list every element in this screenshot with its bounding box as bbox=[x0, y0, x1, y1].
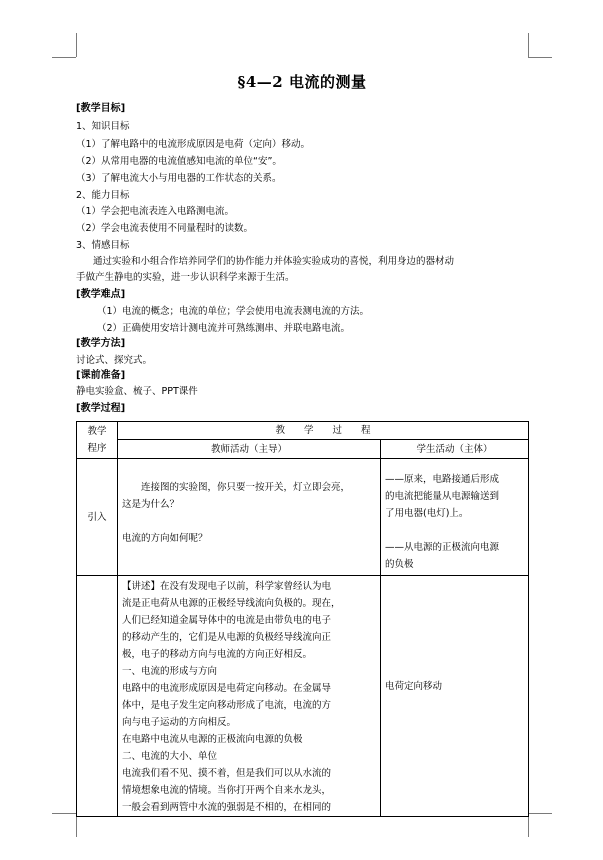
goal-emotion: 3、情感目标 bbox=[76, 240, 130, 251]
teacher-cell-intro bbox=[118, 459, 381, 576]
teacher-cell-main bbox=[118, 576, 381, 817]
goal-ability-item: （2）学会电流表使用不同量程时的读数。 bbox=[76, 223, 254, 234]
page-title: §4—2 电流的测量 bbox=[237, 73, 367, 91]
goal-knowledge-item: （3）了解电流大小与用电器的工作状态的关系。 bbox=[76, 173, 282, 184]
teacher-text: 体中，是电子发生定向移动形成了电流，电流的方 bbox=[122, 700, 332, 711]
student-text: 了用电器(电灯)上。 bbox=[385, 508, 469, 519]
difficulty-item: （2）正确使用安培计测电流并可熟练测串、并联电路电流。 bbox=[97, 323, 351, 334]
goal-ability-item: （1）学会把电流表连入电路测电流。 bbox=[76, 206, 235, 217]
student-cell-intro bbox=[381, 459, 529, 576]
student-text: 电荷定向移动 bbox=[385, 681, 443, 692]
teacher-text: 电流我们看不见、摸不着，但是我们可以从水流的 bbox=[122, 768, 332, 779]
student-text: 的负极 bbox=[385, 559, 414, 570]
goal-emotion-text: 通过实验和小组合作培养同学们的协作能力并体验实验成功的喜悦，利用身边的器材动 bbox=[93, 256, 455, 267]
crop-mark-tl-h bbox=[52, 57, 76, 58]
prep-text: 静电实验盒、梳子、PPT课件 bbox=[76, 386, 198, 397]
stage-cell-intro: 引入 bbox=[77, 459, 118, 576]
teacher-text: 人们已经知道金属导体中的电流是由带负电的电子 bbox=[122, 615, 332, 626]
teacher-text: 电流的方向如何呢？ bbox=[122, 533, 208, 544]
teacher-text: 一、电流的形成与方向 bbox=[122, 666, 218, 677]
teacher-text: 极，电子的移动方向与电流的方向正好相反。 bbox=[122, 649, 313, 660]
crop-mark-bl-h bbox=[52, 813, 76, 814]
stage-header-line2: 程序 bbox=[87, 443, 107, 454]
process-table bbox=[76, 421, 529, 817]
prep-header: [课前准备] bbox=[76, 370, 126, 381]
goal-knowledge-item: （1）了解电路中的电流形成原因是电荷（定向）移动。 bbox=[76, 139, 311, 150]
teacher-text: 一般会看到两管中水流的强弱是不相的，在相同的 bbox=[122, 802, 332, 813]
teacher-text: 的移动产生的，它们是从电源的负极经导线流向正 bbox=[122, 632, 332, 643]
difficulty-item: （1）电流的概念；电流的单位；学会使用电流表测电流的方法。 bbox=[97, 306, 370, 317]
teacher-text: 这是为什么？ bbox=[122, 499, 180, 510]
document-page bbox=[76, 0, 528, 860]
teacher-text: 向与电子运动的方向相反。 bbox=[122, 717, 237, 728]
student-header-cell: 学生活动（主体） bbox=[381, 440, 529, 459]
student-text: 的电流把能量从电源输送到 bbox=[385, 491, 500, 502]
student-text: ——原来，电路接通后形成 bbox=[385, 474, 500, 485]
stage-header-cell bbox=[77, 422, 118, 459]
process-header: [教学过程] bbox=[76, 403, 126, 414]
teacher-text: 电路中的电流形成原因是电荷定向移动。在金属导 bbox=[122, 683, 332, 694]
stage-header-line1: 教学 bbox=[87, 426, 107, 437]
student-cell-main bbox=[381, 576, 529, 817]
teacher-text: 情境想象电流的情境。当你打开两个自来水龙头， bbox=[122, 785, 332, 796]
goal-knowledge-item: （2）从常用电器的电流值感知电流的单位“安”。 bbox=[76, 156, 282, 167]
crop-mark-tr-v bbox=[528, 33, 529, 57]
method-header: [教学方法] bbox=[76, 338, 126, 349]
crop-mark-tr-h bbox=[528, 57, 552, 58]
teacher-text: 二、电流的大小、单位 bbox=[122, 751, 218, 762]
crop-mark-br-h bbox=[528, 813, 552, 814]
teacher-text: 连接图的实验图，你只要一按开关，灯立即会亮， bbox=[141, 482, 351, 493]
goals-header: [教学目标] bbox=[76, 103, 126, 114]
teacher-header-cell: 教师活动（主导） bbox=[118, 440, 381, 459]
teacher-text: 流是正电荷从电源的正极经导线流向负极的。现在， bbox=[122, 598, 341, 609]
goal-ability: 2、能力目标 bbox=[76, 190, 130, 201]
process-header-cell: 教 学 过 程 bbox=[118, 422, 529, 440]
goal-emotion-text: 手做产生静电的实验，进一步认识科学来源于生活。 bbox=[76, 272, 295, 283]
goal-knowledge: 1、知识目标 bbox=[76, 121, 130, 132]
method-text: 讨论式、探究式。 bbox=[76, 355, 153, 366]
difficulty-header: [教学难点] bbox=[76, 289, 126, 300]
teacher-text: 在电路中电流从电源的正极流向电源的负极 bbox=[122, 734, 303, 745]
stage-cell-main bbox=[77, 576, 118, 817]
teacher-text: 【讲述】在没有发现电子以前，科学家曾经认为电 bbox=[122, 581, 332, 592]
student-text: ——从电源的正极流向电源 bbox=[385, 542, 500, 553]
